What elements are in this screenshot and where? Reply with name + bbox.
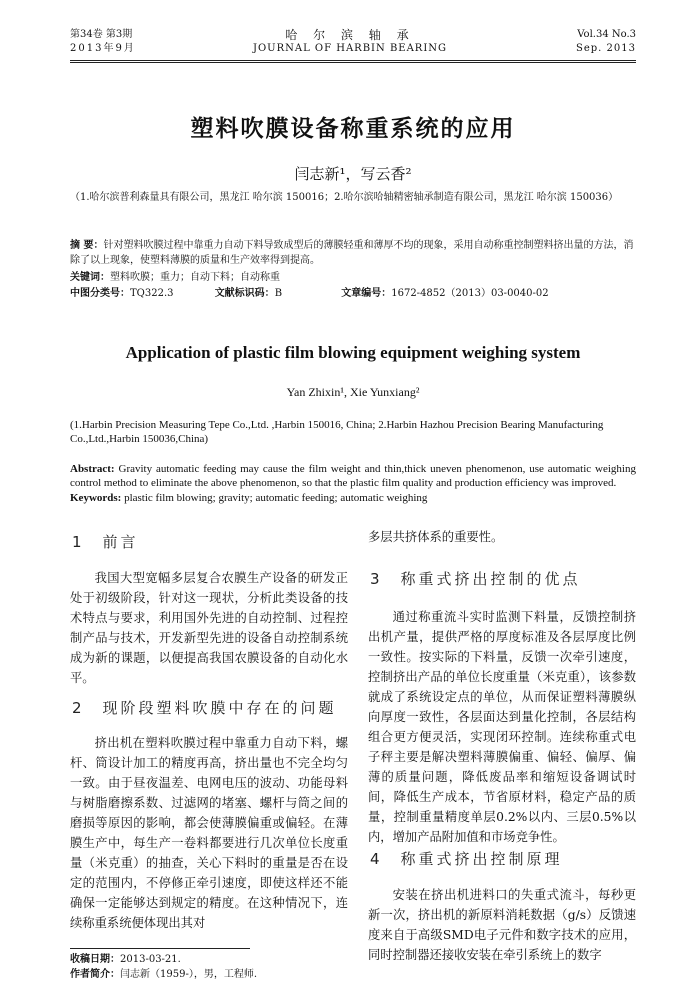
header-center: [200, 28, 500, 56]
abstract-en: [70, 462, 636, 490]
received-value: 2013-03-21.: [120, 954, 181, 965]
keywords-cn-label: 关键词：: [70, 272, 110, 283]
article-number-value: 1672-4852（2013）03-0040-02: [391, 288, 549, 299]
footnote-rule: [70, 948, 250, 949]
paper-title-cn: 塑料吹膜设备称重系统的应用: [190, 116, 516, 142]
section-3-paragraph: 通过称重流斗实时监测下料量，反馈控制挤出机产量，提供严格的厚度标准及各层厚度比例一致性。按实际的下料量，反馈一次牵引速度，控制挤出产品的单位长度重量（米克重），该参数就成了系统设定点的单位，从而保证塑料薄膜纵向厚度一致性，各层面达到量化控制，各层结构组合更方便灵活，实现闭环控制。连续称重式电子秤主要是解决塑料薄膜偏重、偏轻、偏厚、偏薄的质量问题，降低废品率和缩短设备调试时间，降低生产成本，节省原材料，稳定产品的质量，控制重量精度单层0.2%以内、三层0.5%以内，增加产品附加值和市场竞争性。: [368, 610, 636, 844]
right-continuation: [368, 527, 636, 547]
keywords-en-label: Keywords:: [70, 492, 122, 504]
date-cn: 2013年9月: [70, 43, 136, 54]
doc-code-value: B: [274, 288, 283, 299]
journal-title-cn: 哈 尔 滨 轴 承: [285, 28, 415, 42]
received-date: [70, 952, 348, 967]
paper-title-en: Application of plastic film blowing equipment weighing system: [125, 343, 581, 362]
class-number-label: 中图分类号：: [70, 288, 130, 299]
section-2-paragraph: 挤出机在塑料吹膜过程中靠重力自动下料，螺杆、筒设计加工的精度再高，挤出量也不完全均匀一致。由于昼夜温差、电网电压的波动、功能母料与树脂磨擦系数、过滤网的堵塞、螺杆与筒之间的磨损等原因的影响，都会使薄膜偏重或偏轻。在薄膜生产中，每生产一卷料都要进行几次单位长度重量（米克重）的抽查，关心下料时的重量是否在设定的范围内，不停修正牵引速度，即使这样还不能确保一定能够达到规定的精度。在这种情况下，连续称重系统便体现出其对: [70, 736, 348, 930]
header-right: [576, 28, 636, 56]
abstract-cn-label: 摘 要：: [70, 240, 104, 251]
abstract-en-label: Abstract:: [70, 463, 115, 475]
header-left: [70, 28, 136, 56]
section-3-heading: 3 称重式挤出控制的优点: [370, 570, 581, 588]
affiliation-cn: （1.哈尔滨普利森量具有限公司，黑龙江 哈尔滨 150016；2.哈尔滨哈轴精密轴承制造有限公司，黑龙江 哈尔滨 150036）: [70, 192, 619, 203]
section-4-paragraph: 安装在挤出机进料口的失重式流斗，每秒更新一次，挤出机的新原料消耗数据（g/s）反馈速度来自于高级SMD电子元件和数字技术的应用，同时控制器还接收安装在牵引系统上的数字: [368, 888, 636, 962]
abstract-cn: [70, 238, 636, 268]
footnote: [70, 952, 348, 982]
article-number-label: 文章编号：: [341, 288, 392, 299]
abstract-cn-text: 针对塑料吹膜过程中靠重力自动下料导致成型后的薄膜轻重和薄厚不均的现象，采用自动称重控制塑料挤出量的方法，消除了以上现象，使塑料薄膜的质量和生产效率得到提高。: [70, 240, 634, 266]
section-4-heading: 4 称重式挤出控制原理: [370, 850, 563, 868]
section-3-body: [368, 607, 636, 847]
section-1-heading: 1 前言: [72, 533, 139, 551]
keywords-cn: [70, 270, 636, 285]
section-2-body: [70, 733, 348, 933]
header-rule-2: [70, 62, 636, 63]
header-rule: [70, 60, 636, 61]
continuation-text: 多层共挤体系的重要性。: [368, 530, 504, 544]
journal-title-en: JOURNAL OF HARBIN BEARING: [252, 43, 448, 54]
keywords-en-text: plastic film blowing; gravity; automatic feeding; automatic weighing: [121, 492, 428, 504]
abstract-en-text: Gravity automatic feeding may cause the film weight and thin,thick uneven phenomenon, use automatic weighing control method to eliminate the above phenomenon, so that the plastic film quality and production efficiency was improved.: [70, 463, 636, 489]
volume-cn: 第34卷 第3期: [70, 29, 133, 40]
section-4-body: [368, 885, 636, 965]
authors-cn: 闫志新¹，写云香²: [294, 165, 412, 183]
date-en: Sep. 2013: [576, 43, 636, 54]
author-bio: [70, 967, 348, 982]
doc-code-label: 文献标识码：: [214, 288, 275, 299]
class-number-value: TQ322.3: [130, 288, 174, 299]
section-1-body: [70, 568, 348, 688]
author-bio-label: 作者简介：: [70, 969, 120, 980]
affiliation-en: (1.Harbin Precision Measuring Tepe Co.,Ltd. ,Harbin 150016, China; 2.Harbin Hazhou Precision Bearing Manufacturing Co.,Ltd.,Harbin 150036,China): [70, 419, 604, 445]
classification-line: [70, 286, 636, 301]
section-2-heading: 2 现阶段塑料吹膜中存在的问题: [72, 699, 337, 717]
authors-en: Yan Zhixin¹, Xie Yunxiang²: [286, 385, 420, 399]
author-bio-value: 闫志新（1959-），男，工程师.: [120, 969, 258, 980]
keywords-cn-text: 塑料吹膜；重力；自动下料；自动称重: [110, 272, 280, 283]
section-1-paragraph: 我国大型宽幅多层复合农膜生产设备的研发正处于初级阶段，针对这一现状，分析此类设备的技术特点与要求，利用国外先进的自动控制、过程控制产品与技术，开发新型先进的设备自动控制系统成为新的课题，以便提高我国农膜设备的自动化水平。: [70, 571, 348, 685]
received-label: 收稿日期：: [70, 954, 120, 965]
volume-en: Vol.34 No.3: [577, 29, 636, 40]
keywords-en: [70, 491, 636, 505]
